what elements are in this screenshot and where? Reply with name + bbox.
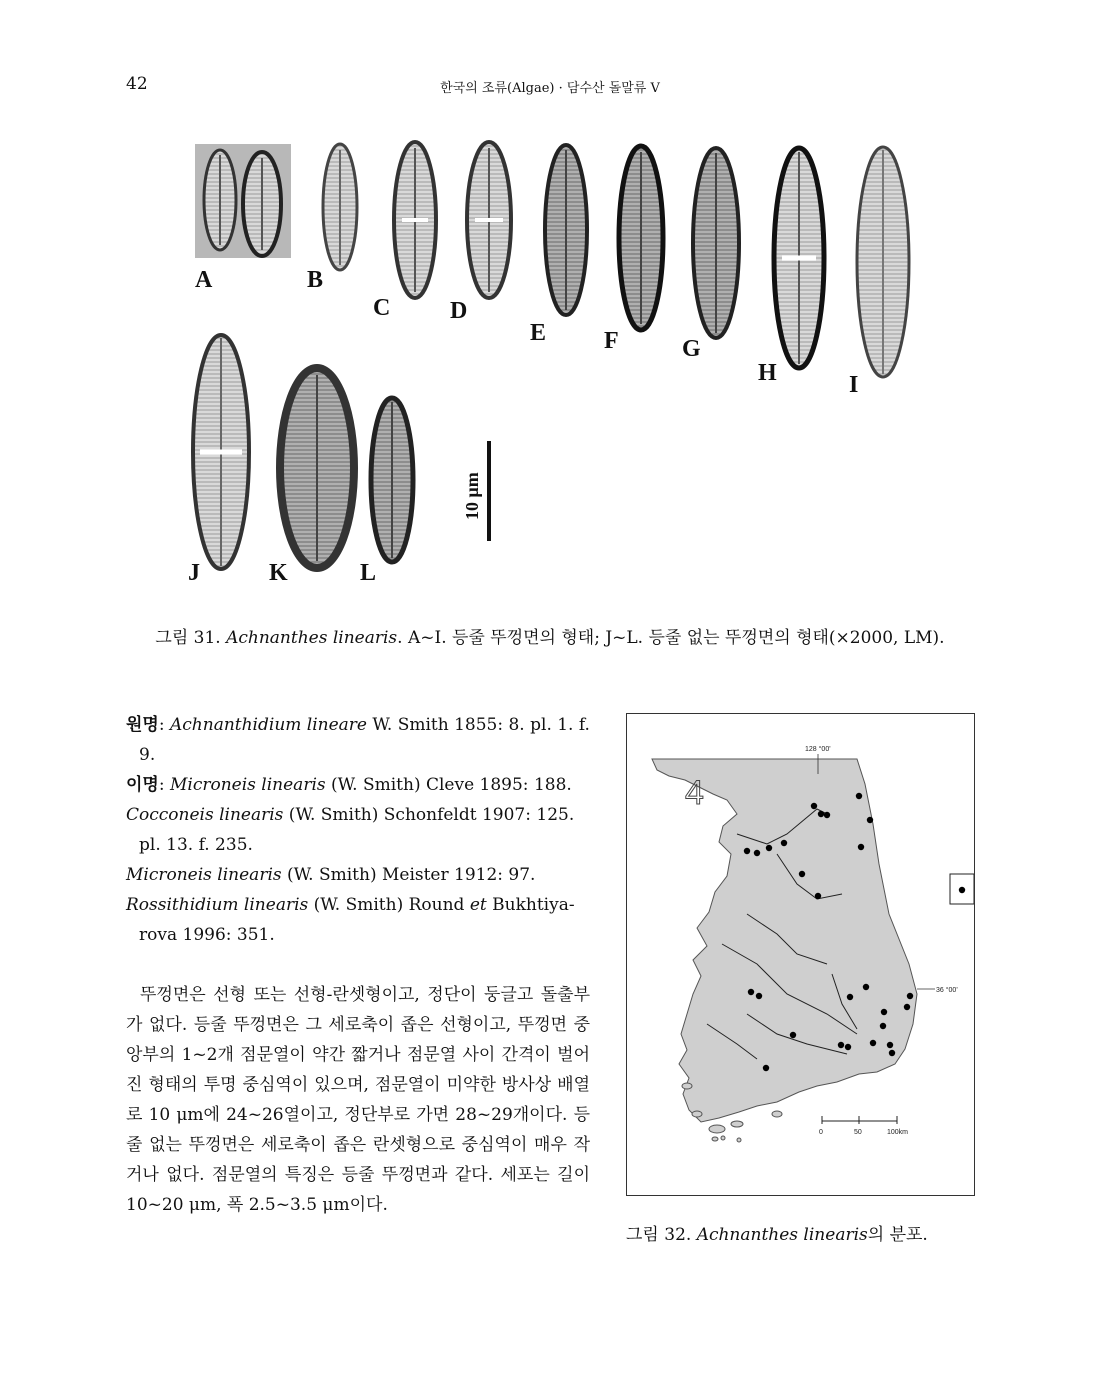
- site-marker: [880, 1023, 886, 1029]
- plate-label-f: F: [604, 328, 619, 354]
- site-marker: [799, 871, 805, 877]
- running-title: 한국의 조류(Algae) · 담수산 돌말류 V: [440, 81, 660, 96]
- latitude-label: 36 °00': [936, 987, 958, 994]
- micrograph-plate: [0, 0, 1100, 620]
- synonym-line: 이명: Microneis linearis (W. Smith) Cleve 1895: 188.: [126, 775, 572, 795]
- synonymy: [126, 710, 590, 950]
- figure-32-caption: [626, 1220, 975, 1245]
- synonym-line: [126, 860, 590, 890]
- synonym-ref: (W. Smith) Meister 1912: 97.: [281, 865, 536, 885]
- valve-i: [857, 147, 909, 377]
- site-marker: [748, 989, 754, 995]
- synonym-name: Microneis linearis: [126, 865, 282, 885]
- synonym-name: Microneis linearis: [170, 775, 326, 795]
- synonym-label: 이명: [126, 775, 159, 795]
- valve-a: [195, 144, 291, 258]
- plate-label-h: H: [758, 360, 777, 386]
- site-marker: [887, 1042, 893, 1048]
- caption-32-species: Achnanthes linearis: [696, 1225, 868, 1245]
- figure-32-map: [626, 713, 975, 1196]
- scale-label-0: 0: [819, 1129, 823, 1136]
- basionym-line: 원명: Achnanthidium lineare W. Smith 1855: 8. pl. 1. f. 9.: [126, 715, 590, 765]
- valve-e: [545, 145, 587, 315]
- site-marker: [889, 1050, 895, 1056]
- site-marker: [763, 1065, 769, 1071]
- plate-label-d: D: [450, 298, 468, 324]
- valve-l: [371, 398, 413, 562]
- site-marker: [781, 840, 787, 846]
- valve-k: [280, 368, 354, 568]
- site-marker: [959, 887, 965, 893]
- site-marker: [790, 1032, 796, 1038]
- caption-31-species: Achnanthes linearis: [226, 628, 398, 648]
- species-description: 뚜껑면은 선형 또는 선형-란셋형이고, 정단이 둥글고 돌출부가 없다. 등줄 뚜껑면은 그 세로축이 좁은 선형이고, 뚜껑면 중앙부의 1~2개 점문열이 약간 짧거나 점문열 사이 간격이 벌어진 형태의 투명 중심역이 있으며, 점문열이 미약한 방사상 배열로 10 μm에 24~26열이고, 정단부로 가면 28~29개이다. 등줄 없는 뚜껑면은 세로축이 좁은 란셋형으로 중심역이 매우 작거나 없다. 점문열의 특징은 등줄 뚜껑면과 같다. 세포는 길이 10~20 μm, 폭 2.5~3.5 μm이다.: [126, 985, 590, 1215]
- synonym-name: Cocconeis linearis: [126, 805, 284, 825]
- page-number: 42: [126, 74, 148, 94]
- plate-label-l: L: [360, 560, 377, 586]
- site-marker: [856, 793, 862, 799]
- plate-label-g: G: [682, 336, 701, 362]
- valve-c: [394, 142, 436, 298]
- plate-label-k: K: [269, 560, 288, 586]
- site-marker: [847, 994, 853, 1000]
- plate-label-a: A: [195, 267, 213, 293]
- valve-f: [619, 146, 663, 330]
- site-marker: [754, 850, 760, 856]
- site-marker: [818, 811, 824, 817]
- site-marker: [744, 848, 750, 854]
- synonym-et: et: [469, 895, 487, 915]
- site-marker: [815, 893, 821, 899]
- caption-31-prefix: 그림 31.: [155, 628, 227, 648]
- caption-31-text: . A~I. 등줄 뚜껑면의 형태; J~L. 등줄 없는 뚜껑면의 형태(×2000, LM).: [397, 628, 945, 648]
- basionym-label: 원명: [126, 715, 159, 735]
- site-marker: [845, 1044, 851, 1050]
- site-marker: [756, 993, 762, 999]
- korea-distribution-map: [627, 714, 974, 1195]
- site-marker: [838, 1042, 844, 1048]
- scale-label-50: 50: [854, 1129, 862, 1136]
- site-marker: [766, 845, 772, 851]
- synonym-ref: (W. Smith) Cleve 1895: 188.: [325, 775, 572, 795]
- longitude-label: 128 °00': [805, 746, 831, 753]
- site-marker: [811, 803, 817, 809]
- plate-label-c: C: [373, 295, 391, 321]
- site-marker: [867, 817, 873, 823]
- figure-31-plate: [0, 0, 1100, 620]
- plate-label-j: J: [188, 560, 200, 586]
- scale-bar-label: 10 μm: [462, 472, 482, 520]
- synonym-name: Rossithidium linearis: [126, 895, 309, 915]
- synonym-ref: (W. Smith) Round: [308, 895, 470, 915]
- site-marker: [870, 1040, 876, 1046]
- site-marker: [863, 984, 869, 990]
- map-scale-bar: [822, 1116, 897, 1124]
- land-mass: [652, 759, 917, 1122]
- synonym-ref: (W. Smith) Schonfeldt 1907: 125. pl. 13. f. 235.: [139, 805, 575, 855]
- site-marker: [824, 812, 830, 818]
- valve-d: [467, 142, 511, 298]
- site-marker: [858, 844, 864, 850]
- site-marker: [881, 1009, 887, 1015]
- handwritten-mark: 4: [685, 774, 704, 812]
- caption-32-suffix: 의 분포.: [867, 1225, 928, 1245]
- site-marker: [907, 993, 913, 999]
- valve-h: [774, 148, 824, 368]
- figure-31-caption: [0, 623, 1100, 648]
- synonym-ref: Bukhtiyarova 1996: 351.: [139, 895, 575, 945]
- plate-label-e: E: [530, 320, 547, 346]
- caption-32-prefix: 그림 32.: [626, 1225, 697, 1245]
- valve-j: [193, 335, 249, 569]
- basionym-name: Achnanthidium lineare: [170, 715, 367, 735]
- basionym-ref: W. Smith 1855: 8. pl. 1. f. 9.: [139, 715, 590, 765]
- synonym-line: [126, 800, 590, 860]
- site-marker: [904, 1004, 910, 1010]
- valve-g: [693, 148, 739, 338]
- synonym-line: [126, 890, 590, 950]
- plate-label-b: B: [307, 267, 324, 293]
- plate-label-i: I: [849, 372, 859, 398]
- scale-label-100: 100km: [887, 1129, 909, 1136]
- valve-b: [323, 144, 357, 270]
